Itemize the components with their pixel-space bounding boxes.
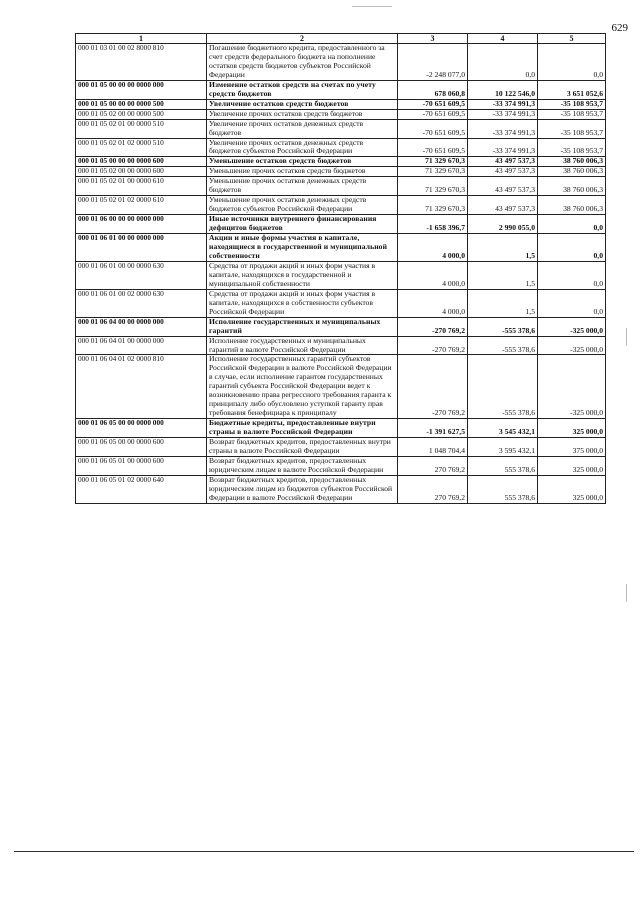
page-number: 629	[611, 22, 628, 34]
column-header: 2	[207, 34, 398, 44]
cell-value-col3: -70 651 609,5	[398, 109, 468, 119]
cell-code: 000 01 05 02 01 02 0000 510	[76, 138, 207, 157]
cell-value-col3: 4 000,0	[398, 234, 468, 262]
table-row	[76, 215, 606, 234]
column-header: 1	[76, 34, 207, 44]
table-row	[76, 119, 606, 138]
cell-name: Уменьшение прочих остатков средств бюджетов	[207, 167, 398, 177]
table-row	[76, 419, 606, 438]
cell-name: Исполнение государственных гарантий субъектов Российской Федерации в валюте Российской Федерации в случае, если исполнение гарантом государственных гарантий субъекта Российской Федерации ведет к возникновению права регрессного требования гаранта к принципалу либо обусловлено уступкой гаранту прав требования бенефициара к принципалу	[207, 355, 398, 419]
cell-value-col4: 555 378,6	[468, 456, 538, 475]
cell-value-col4: 43 497 537,3	[468, 157, 538, 167]
cell-name: Средства от продажи акций и иных форм участия в капитале, находящихся в собственности субъектов Российской Федерации	[207, 289, 398, 317]
cell-code: 000 01 06 05 01 02 0000 640	[76, 475, 207, 503]
cell-value-col4: 3 545 432,1	[468, 419, 538, 438]
cell-name: Увеличение прочих остатков средств бюджетов	[207, 109, 398, 119]
table-row	[76, 317, 606, 336]
cell-code: 000 01 06 05 00 00 0000 000	[76, 419, 207, 438]
cell-name: Исполнение государственных и муниципальных гарантий в валюте Российской Федерации	[207, 336, 398, 355]
cell-value-col5: 0,0	[538, 261, 606, 289]
column-header: 4	[468, 34, 538, 44]
cell-name: Изменение остатков средств на счетах по учету средств бюджетов	[207, 80, 398, 99]
cell-value-col4: 3 595 432,1	[468, 438, 538, 457]
cell-code: 000 01 06 01 00 00 0000 630	[76, 261, 207, 289]
cell-name: Возврат бюджетных кредитов, предоставленных внутри страны в валюте Российской Федерации	[207, 438, 398, 457]
cell-value-col4: 1,5	[468, 289, 538, 317]
cell-value-col3: 678 060,8	[398, 80, 468, 99]
cell-value-col5: 0,0	[538, 234, 606, 262]
cell-value-col4: -33 374 991,3	[468, 138, 538, 157]
cell-value-col5: 38 760 006,3	[538, 177, 606, 196]
cell-value-col3: 270 769,2	[398, 456, 468, 475]
cell-value-col5: -35 108 953,7	[538, 119, 606, 138]
cell-value-col3: -2 248 077,0	[398, 44, 468, 81]
cell-value-col5: -35 108 953,7	[538, 109, 606, 119]
cell-code: 000 01 06 04 00 00 0000 000	[76, 317, 207, 336]
cell-value-col3: 4 000,0	[398, 289, 468, 317]
cell-value-col4: -555 378,6	[468, 355, 538, 419]
cell-value-col3: -70 651 609,5	[398, 99, 468, 109]
cell-value-col5: 325 000,0	[538, 475, 606, 503]
cell-name: Бюджетные кредиты, предоставленные внутри страны в валюте Российской Федерации	[207, 419, 398, 438]
column-header: 5	[538, 34, 606, 44]
cell-value-col5: 0,0	[538, 215, 606, 234]
table-row	[76, 196, 606, 215]
table-row	[76, 177, 606, 196]
cell-value-col5: -325 000,0	[538, 336, 606, 355]
scan-margin-mark	[626, 584, 627, 602]
cell-value-col4: -33 374 991,3	[468, 119, 538, 138]
cell-name: Уменьшение остатков средств бюджетов	[207, 157, 398, 167]
table-row	[76, 475, 606, 503]
cell-value-col3: -70 651 609,5	[398, 119, 468, 138]
table-row	[76, 80, 606, 99]
cell-value-col4: 555 378,6	[468, 475, 538, 503]
cell-value-col3: 4 000,0	[398, 261, 468, 289]
cell-name: Возврат бюджетных кредитов, предоставленных юридическим лицам в валюте Российской Федерации	[207, 456, 398, 475]
cell-code: 000 01 06 04 01 02 0000 810	[76, 355, 207, 419]
cell-code: 000 01 05 00 00 00 0000 500	[76, 99, 207, 109]
cell-value-col3: 270 769,2	[398, 475, 468, 503]
cell-name: Увеличение остатков средств бюджетов	[207, 99, 398, 109]
cell-code: 000 01 06 05 00 00 0000 600	[76, 438, 207, 457]
cell-value-col4: 43 497 537,3	[468, 177, 538, 196]
cell-value-col4: -33 374 991,3	[468, 99, 538, 109]
budget-sources-table	[75, 33, 606, 504]
table-row	[76, 456, 606, 475]
cell-value-col3: -70 651 609,5	[398, 138, 468, 157]
cell-value-col5: 325 000,0	[538, 419, 606, 438]
cell-value-col5: -35 108 953,7	[538, 99, 606, 109]
cell-value-col4: -555 378,6	[468, 336, 538, 355]
table-row	[76, 438, 606, 457]
cell-name: Иные источники внутреннего финансирования дефицитов бюджетов	[207, 215, 398, 234]
cell-value-col4: 2 990 055,0	[468, 215, 538, 234]
cell-code: 000 01 05 02 00 00 0000 500	[76, 109, 207, 119]
cell-code: 000 01 03 01 00 02 8000 810	[76, 44, 207, 81]
table-header-row	[76, 34, 606, 44]
cell-code: 000 01 06 01 00 00 0000 000	[76, 234, 207, 262]
cell-name: Увеличение прочих остатков денежных средств бюджетов субъектов Российской Федерации	[207, 138, 398, 157]
page-bottom-rule	[14, 851, 634, 852]
cell-value-col3: 71 329 670,3	[398, 157, 468, 167]
cell-name: Увеличение прочих остатков денежных средств бюджетов	[207, 119, 398, 138]
cell-value-col5: -35 108 953,7	[538, 138, 606, 157]
table-row	[76, 289, 606, 317]
cell-value-col3: -270 769,2	[398, 355, 468, 419]
scan-top-mark	[352, 6, 392, 7]
table-row	[76, 109, 606, 119]
cell-value-col3: 71 329 670,3	[398, 196, 468, 215]
cell-code: 000 01 05 00 00 00 0000 600	[76, 157, 207, 167]
cell-value-col5: 375 000,0	[538, 438, 606, 457]
cell-value-col4: 1,5	[468, 261, 538, 289]
cell-value-col4: 43 497 537,3	[468, 196, 538, 215]
cell-value-col4: 43 497 537,3	[468, 167, 538, 177]
cell-value-col5: 38 760 006,3	[538, 196, 606, 215]
cell-value-col4: 1,5	[468, 234, 538, 262]
table-row	[76, 336, 606, 355]
table-row	[76, 261, 606, 289]
cell-value-col5: 0,0	[538, 289, 606, 317]
cell-value-col3: -1 391 627,5	[398, 419, 468, 438]
cell-value-col5: -325 000,0	[538, 317, 606, 336]
cell-name: Средства от продажи акций и иных форм участия в капитале, находящихся в государственной и муниципальной собственности	[207, 261, 398, 289]
cell-value-col5: 38 760 006,3	[538, 157, 606, 167]
column-header: 3	[398, 34, 468, 44]
table-row	[76, 355, 606, 419]
cell-code: 000 01 06 05 01 00 0000 600	[76, 456, 207, 475]
cell-value-col5: 3 651 052,6	[538, 80, 606, 99]
cell-value-col3: 1 048 704,4	[398, 438, 468, 457]
cell-name: Акции и иные формы участия в капитале, находящиеся в государственной и муниципальной собственности	[207, 234, 398, 262]
table-row	[76, 157, 606, 167]
cell-code: 000 01 05 02 00 00 0000 600	[76, 167, 207, 177]
table-row	[76, 234, 606, 262]
cell-code: 000 01 05 02 01 00 0000 510	[76, 119, 207, 138]
cell-value-col4: 10 122 546,0	[468, 80, 538, 99]
table-row	[76, 138, 606, 157]
cell-value-col4: -555 378,6	[468, 317, 538, 336]
table-row	[76, 167, 606, 177]
cell-value-col5: 325 000,0	[538, 456, 606, 475]
cell-name: Исполнение государственных и муниципальных гарантий	[207, 317, 398, 336]
cell-value-col3: 71 329 670,3	[398, 167, 468, 177]
cell-name: Уменьшение прочих остатков денежных средств бюджетов	[207, 177, 398, 196]
scan-margin-mark	[626, 328, 627, 346]
cell-code: 000 01 05 02 01 00 0000 610	[76, 177, 207, 196]
cell-code: 000 01 05 02 01 02 0000 610	[76, 196, 207, 215]
cell-code: 000 01 06 01 00 02 0000 630	[76, 289, 207, 317]
cell-name: Возврат бюджетных кредитов, предоставленных юридическим лицам из бюджетов субъектов Российской Федерации в валюте Российской Федерации	[207, 475, 398, 503]
cell-value-col3: -270 769,2	[398, 336, 468, 355]
cell-value-col5: 0,0	[538, 44, 606, 81]
cell-code: 000 01 05 00 00 00 0000 000	[76, 80, 207, 99]
cell-name: Уменьшение прочих остатков денежных средств бюджетов субъектов Российской Федерации	[207, 196, 398, 215]
cell-code: 000 01 06 04 01 00 0000 000	[76, 336, 207, 355]
cell-name: Погашение бюджетного кредита, предоставленного за счет средств федерального бюджета на пополнение остатков средств бюджетов субъектов Российской Федерации	[207, 44, 398, 81]
cell-code: 000 01 06 00 00 00 0000 000	[76, 215, 207, 234]
table-row	[76, 44, 606, 81]
cell-value-col3: 71 329 670,3	[398, 177, 468, 196]
cell-value-col3: -270 769,2	[398, 317, 468, 336]
cell-value-col5: 38 760 006,3	[538, 167, 606, 177]
table-row	[76, 99, 606, 109]
cell-value-col5: -325 000,0	[538, 355, 606, 419]
cell-value-col4: 0,0	[468, 44, 538, 81]
cell-value-col3: -1 658 396,7	[398, 215, 468, 234]
cell-value-col4: -33 374 991,3	[468, 109, 538, 119]
